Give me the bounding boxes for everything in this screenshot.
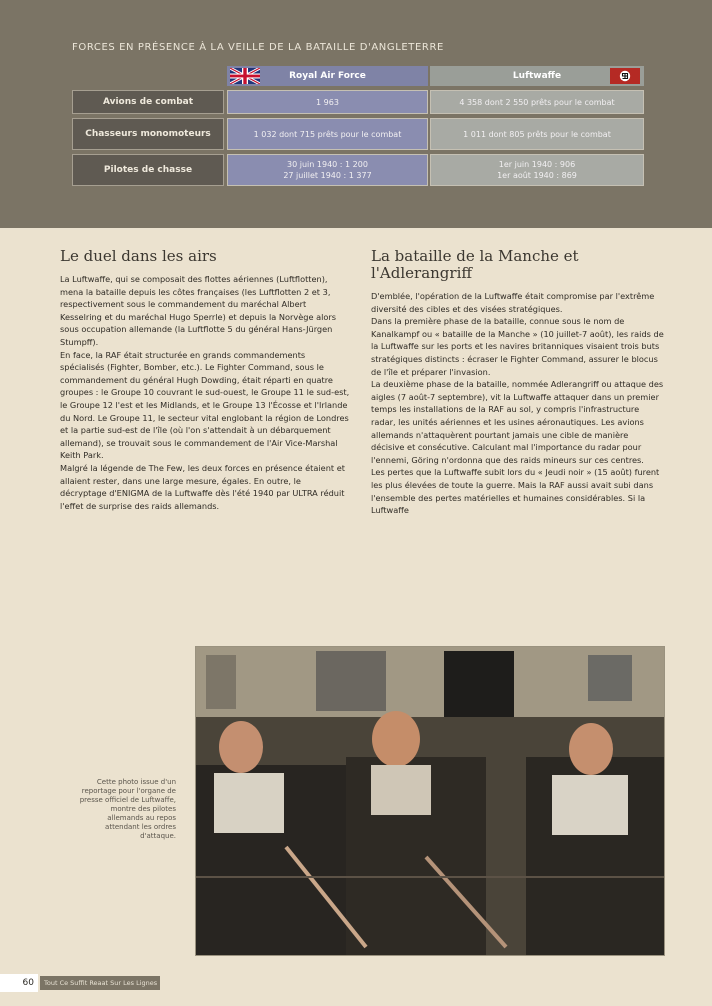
running-head: Tout Ce Suffit Reaat Sur Les Lignes bbox=[40, 976, 160, 990]
row-label-single-engine-fighters: Chasseurs monomoteurs bbox=[72, 118, 224, 150]
paragraph: En face, la RAF était structurée en grands commandements spécialisés (Fighter, Bomber, etc.). Le Fighter Command, sous le commandement du général Hugh Dowding, était réparti en quatre groupes : le Groupe 10 couvrant le sud-ouest, le Groupe 11 le sud-est, le Groupe 12 l'est et les Midlands, et le Groupe 13 l'Écosse et l'Irlande du Nord. Le Groupe 11, le secteur vital englobant la région de Londres et la partie sud-est de l'île (où l'on s'attendait à un débarquement allemand), se trouvait sous le commandement de l'Air Vice-Marshal Keith Park. bbox=[60, 349, 350, 461]
uk-flag-icon bbox=[230, 68, 260, 84]
cell-lw-combat-aircraft: 4 358 dont 2 550 prêts pour le combat bbox=[430, 90, 644, 114]
page-number: 60 bbox=[0, 974, 38, 992]
page-title: FORCES EN PRÉSENCE À LA VEILLE DE LA BATAILLE D'ANGLETERRE bbox=[72, 42, 444, 53]
paragraph: D'emblée, l'opération de la Luftwaffe était compromise par l'extrême diversité des cibles et des visées stratégiques. bbox=[371, 291, 655, 314]
forces-table bbox=[72, 66, 644, 186]
article-left-column bbox=[60, 248, 350, 512]
cell-lw-single-engine-fighters: 1 011 dont 805 prêts pour le combat bbox=[430, 118, 644, 150]
paragraph: Dans la première phase de la bataille, connue sous le nom de Kanalkampf ou « bataille de la Manche » (10 juillet-7 août), les raids de la Luftwaffe sur les ports et les navires britanniques visaient trois buts stratégiques distincts : écraser le Fighter Command, assurer le blocus de l'île et préparer l'invasion. bbox=[371, 316, 664, 377]
cell-raf-single-engine-fighters: 1 032 dont 715 prêts pour le combat bbox=[227, 118, 428, 150]
section-heading-duel: Le duel dans les airs bbox=[60, 247, 217, 265]
article-right-column bbox=[371, 248, 664, 517]
german-flag-icon bbox=[610, 68, 640, 84]
paragraph: La deuxième phase de la bataille, nommée Adlerangriff ou attaque des aigles (7 août-7 septembre), vit la Luftwaffe attaquer dans un premier temps les installations de la RAF au sol, y compris l'infrastructure radar, les unités aériennes et les usines aéronautiques. Les avions allemands n'attaquèrent pourtant jamais une cible de manière décisive et consécutive. Calculant mal l'importance du radar pour l'ennemi, Göring n'ordonna que des raids mineurs sur ces centres. bbox=[371, 379, 664, 465]
row-label-fighter-pilots: Pilotes de chasse bbox=[72, 154, 224, 186]
row-label-combat-aircraft: Avions de combat bbox=[72, 90, 224, 114]
photo-caption: Cette photo issue d'un reportage pour l'organe de presse officiel de Luftwaffe, montre des pilotes allemands au repos attendant les ordres d'attaque. bbox=[79, 778, 176, 840]
paragraph: Malgré la légende de The Few, les deux forces en présence étaient et allaient rester, dans une large mesure, égales. En outre, le décryptage d'ENIGMA de la Luftwaffe dès l'été 1940 par ULTRA réduit l'effet de surprise des raids allemands. bbox=[60, 462, 345, 511]
paragraph: La Luftwaffe, qui se composait des flottes aériennes (Luftflotten), mena la bataille depuis les côtes françaises (les Luftflotten 2 et 3, respectivement sous le commandement du maréchal Albert Kesselring et du maréchal Hugo Sperrle) et depuis la Norvège alors sous occupation allemande (la Luftflotte 5 du général Hans-Jürgen Stumpff). bbox=[60, 274, 337, 347]
cell-lw-fighter-pilots: 1er juin 1940 : 906 1er août 1940 : 869 bbox=[430, 154, 644, 186]
pilots-photo bbox=[195, 646, 665, 956]
cell-raf-fighter-pilots: 30 juin 1940 : 1 200 27 juillet 1940 : 1 377 bbox=[227, 154, 428, 186]
column-header-luftwaffe: Luftwaffe bbox=[430, 66, 644, 86]
cell-raf-combat-aircraft: 1 963 bbox=[227, 90, 428, 114]
paragraph: Les pertes que la Luftwaffe subit lors du « Jeudi noir » (15 août) furent les plus élevées de toute la guerre. Mais la RAF aussi avait subi dans l'ensemble des pertes matérielles et humaines considérables. Si la Luftwaffe bbox=[371, 467, 660, 516]
column-header-raf: Royal Air Force bbox=[227, 66, 428, 86]
section-heading-channel-battle: La bataille de la Manche et l'Adlerangriff bbox=[371, 247, 579, 282]
